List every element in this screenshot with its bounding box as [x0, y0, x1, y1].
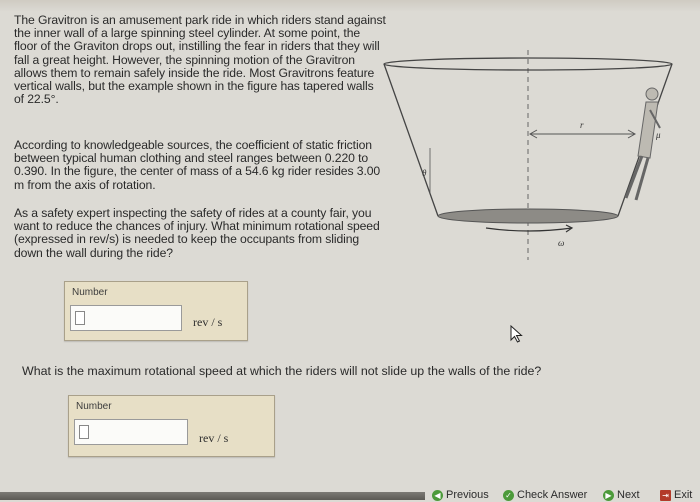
- footer-nav: [0, 488, 700, 502]
- left-wall: [384, 64, 438, 216]
- answer-1-label: Number: [72, 287, 108, 298]
- exit-icon: ⇥: [660, 490, 671, 501]
- top-strip: [0, 0, 700, 12]
- question-2-text: What is the maximum rotational speed at which the riders will not slide up the walls of the ride?: [22, 364, 542, 378]
- rider-figure: [626, 88, 660, 200]
- check-answer-button[interactable]: ✓ Check Answer: [503, 488, 587, 502]
- floor: [438, 209, 618, 223]
- next-icon: ▶: [603, 490, 614, 501]
- problem-paragraph-3: As a safety expert inspecting the safety of rides at a county fair, you want to reduce the chances of injury. What minimum rotational speed (expressed in rev/s) is needed to keep the occupants from sliding down the wall during the ride?: [14, 206, 380, 260]
- radius-label: r: [580, 120, 584, 130]
- exit-button[interactable]: ⇥ Exit: [660, 488, 692, 502]
- problem-paragraph-2: According to knowledgeable sources, the coefficient of static friction between typical human clothing and steel ranges between 0.220 to 0.390. In the figure, the center of mass of a 54.6 kg rider resides 3.00 m from the axis of rotation.: [14, 138, 381, 192]
- answer-box-2: [68, 395, 275, 457]
- omega-label: ω: [558, 238, 565, 248]
- problem-paragraph-1: The Gravitron is an amusement park ride in which riders stand against the inner wall of a large spinning steel cylinder. At some point, the floor of the Graviton drops out, instilling the fear in riders that they will fall a great height. However, the spinning motion of the Gravitron allows them to remain safely inside the ride. Most Gravitrons feature vertical walls, but the example shown in the figure has tapered walls of 22.5°.: [14, 13, 386, 107]
- input-cursor-icon: [75, 311, 85, 325]
- answer-2-unit: rev / s: [199, 431, 229, 445]
- answer-1-unit: rev / s: [193, 315, 223, 329]
- input-cursor-icon: [79, 425, 89, 439]
- answer-2-label: Number: [76, 401, 112, 412]
- answer-2-input[interactable]: [74, 419, 188, 445]
- mouse-pointer-icon: [510, 325, 524, 343]
- progress-bar: [0, 492, 425, 500]
- friction-label: μ: [656, 130, 661, 140]
- previous-button[interactable]: ◀ Previous: [432, 488, 489, 502]
- answer-box-1: [64, 281, 248, 341]
- angle-label: θ: [422, 168, 427, 178]
- previous-icon: ◀: [432, 490, 443, 501]
- answer-1-input[interactable]: [70, 305, 182, 331]
- next-button[interactable]: ▶ Next: [603, 488, 640, 502]
- check-icon: ✓: [503, 490, 514, 501]
- rotation-arrow: [486, 228, 572, 231]
- gravitron-figure: [380, 48, 700, 268]
